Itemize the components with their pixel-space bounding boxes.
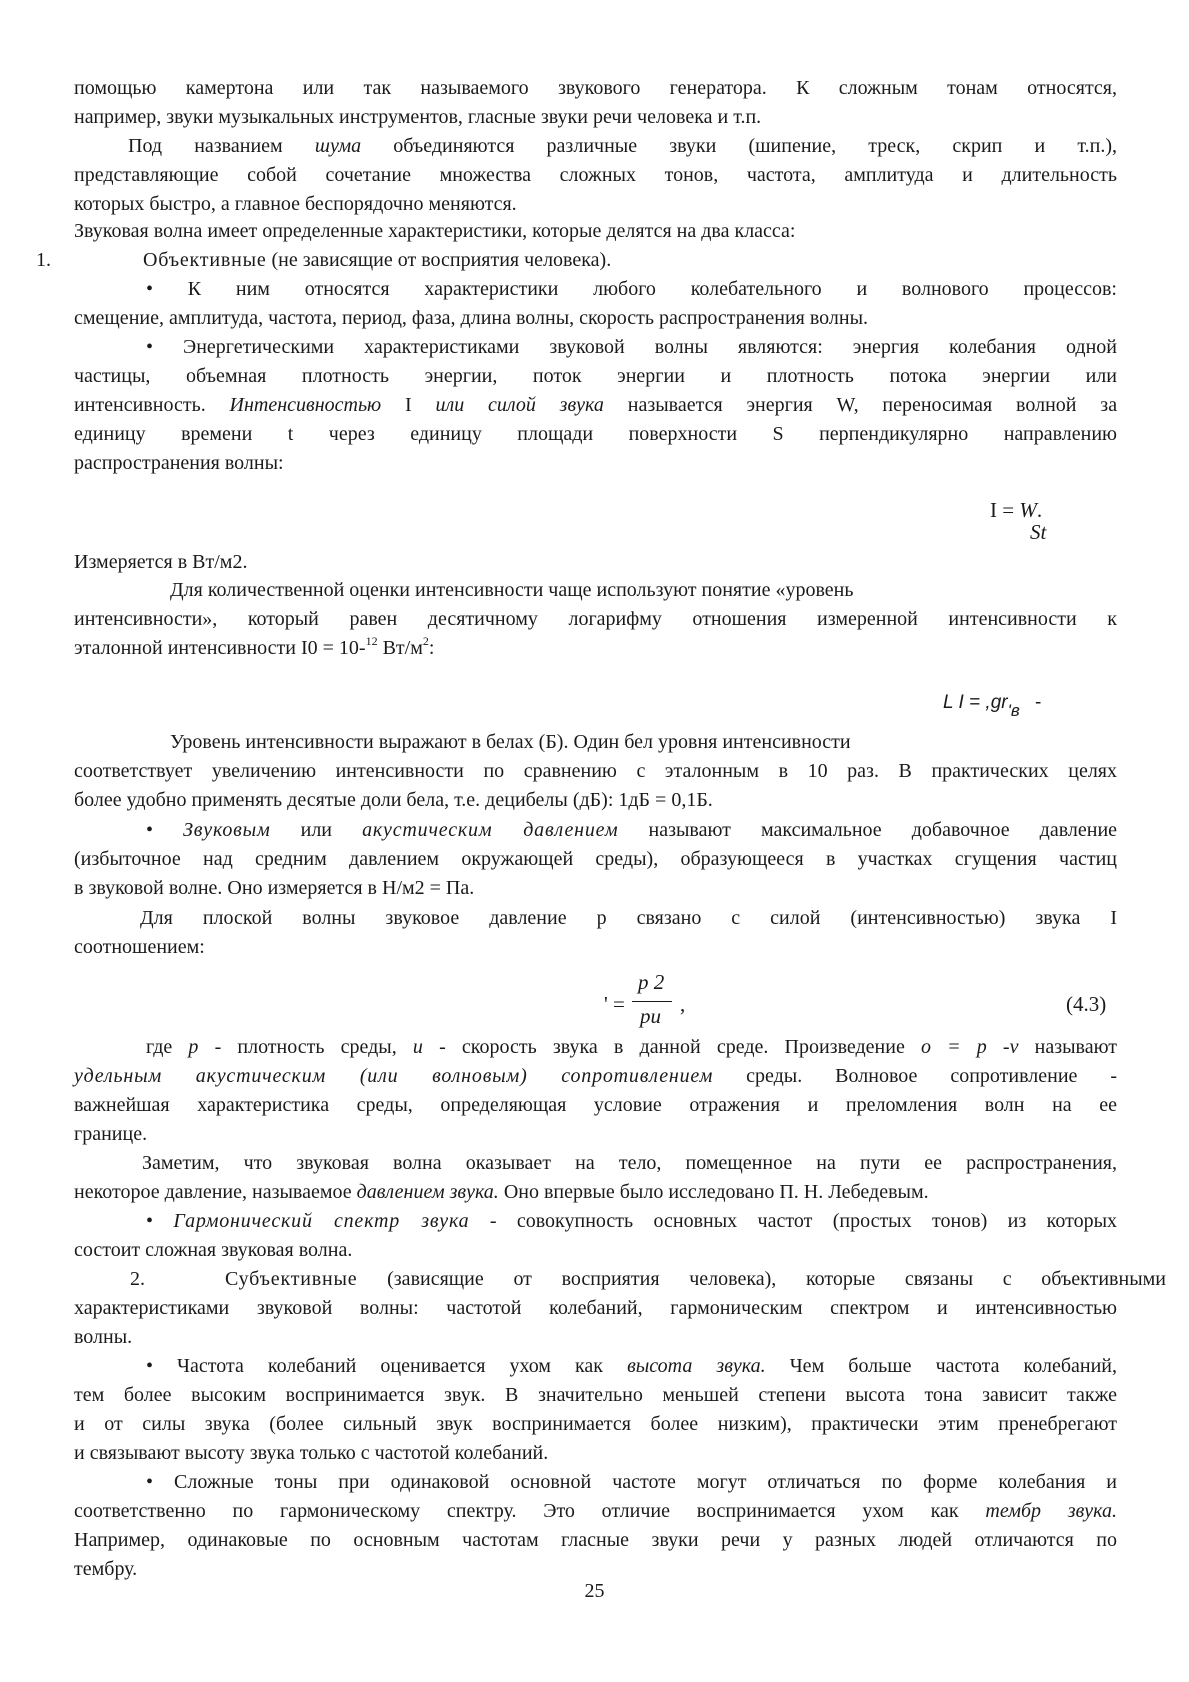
formula-intensity: I = W. (990, 498, 1043, 522)
formula-pressure-comma: , (680, 992, 686, 1016)
text-line: тембру. (74, 1558, 138, 1580)
text-line: Заметим, что звуковая волна оказывает на тело, помещенное на пути ее распространения, (142, 1152, 1117, 1174)
text-line: Например, одинаковые по основным частотам гласные звуки речи у разных людей отличаются по (74, 1529, 1117, 1551)
formula-level: L $I = ,gr_{'в}$ - (943, 692, 1042, 720)
text-line: которых быстро, а главное беспорядочно меняются. (74, 193, 517, 215)
bullet-energy (74, 333, 1117, 478)
paragraph-bels (74, 728, 1117, 815)
text-line: интенсивности», который равен десятичному логарифму отношения измеренной интенсивности к (74, 608, 1117, 630)
bullet-characteristics (74, 275, 1117, 333)
paragraph-noise (74, 132, 1117, 219)
list-item-subjective-cont (74, 1294, 1117, 1352)
term-noise: шума (314, 135, 362, 157)
bullet-pressure (74, 816, 1117, 903)
text-line: тем более высоким воспринимается звук. В значительно меньшей степени высота тона зависит также (74, 1384, 1117, 1406)
list-item-objective: Объективные (не зависящие от восприятия человека). (143, 249, 612, 271)
paragraph-impedance (74, 1033, 1117, 1149)
text-line: Под названием шума объединяются различные звуки (шипение, треск, скрип и т.п.), (128, 135, 1117, 157)
text-line: эталонной интенсивности I0 = 10-$^{12}$ $Вт/м^2$: (74, 634, 435, 659)
bullet-pitch (74, 1352, 1117, 1468)
text-line: удельным акустическим (или волновым) сопротивлением среды. Волновое сопротивление - (74, 1065, 1118, 1087)
text-line: • К ним относятся характеристики любого колебательного и волнового процессов: (146, 278, 1117, 300)
text-line: • Сложные тоны при одинаковой основной частоте могут отличаться по форме колебания и (146, 1471, 1117, 1493)
text-line: • Частота колебаний оценивается ухом как высота звука. Чем больше частота колебаний, (146, 1355, 1117, 1377)
text-line: волны. (74, 1326, 133, 1348)
text-line: Звуковая волна имеет определенные характеристики, которые делятся на два класса: (74, 220, 796, 242)
text-line: распространения волны: (74, 452, 284, 474)
list-item-subjective (74, 1265, 1166, 1294)
page-number: 25 (584, 1580, 605, 1602)
text-line: • Звуковым или акустическим давлением называют максимальное добавочное давление (146, 819, 1118, 841)
text-line: соотношением: (74, 936, 205, 958)
text-line: и связывают высоту звука только с частотой колебаний. (74, 1442, 549, 1464)
text-line: 2. Субъективные (зависящие от восприятия человека), которые связаны с объективными (130, 1268, 1167, 1290)
text-line: Уровень интенсивности выражают в белах (Б). Один бел уровня интенсивности (170, 731, 851, 753)
text-line: Для количественной оценки интенсивности чаще используют понятие «уровень (170, 579, 854, 601)
text-line: соответственно по гармоническому спектру. Это отличие воспринимается ухом как тембр звука. (74, 1500, 1117, 1522)
list-number: 1. (36, 249, 51, 271)
text-line: Измеряется в Вт/м2. (74, 551, 248, 573)
paragraph-sound-pressure (74, 1149, 1117, 1207)
formula-pressure-numerator: p 2 (638, 970, 665, 994)
text-line: границе. (74, 1123, 148, 1145)
formula-pressure-lhs: ' = (604, 992, 625, 1016)
text-line: более удобно применять десятые доли бела, т.е. децибелы (дБ): 1дБ = 0,1Б. (74, 789, 713, 811)
text-line: смещение, амплитуда, частота, период, фаза, длина волны, скорость распространения волны. (74, 307, 869, 329)
text-line: например, звуки музыкальных инструментов, гласные звуки речи человека и т.п. (74, 106, 762, 128)
term-objective: Объективные (143, 249, 267, 271)
formula-intensity-denominator: St (1030, 520, 1047, 544)
paragraph-plane-wave (74, 904, 1117, 962)
equation-number: (4.3) (1066, 992, 1107, 1016)
text-line: (избыточное над средним давлением окружающей среды), образующееся в участках сгущения частиц (74, 848, 1117, 870)
bullet-spectrum (74, 1207, 1117, 1265)
text-line: • Энергетическими характеристиками звуковой волны являются: энергия колебания одной (146, 336, 1117, 358)
text-line: частицы, объемная плотность энергии, поток энергии и плотность потока энергии или (74, 365, 1117, 387)
bullet-timbre (74, 1468, 1117, 1584)
text-line: единицу времени t через единицу площади поверхности S перпендикулярно направлению (74, 423, 1117, 445)
text-line: помощью камертона или так называемого звукового генератора. К сложным тонам относятся, (74, 77, 1117, 99)
text-line: характеристиками звуковой волны: частотой колебаний, гармоническим спектром и интенсивностью (74, 1297, 1117, 1319)
paragraph-classes (74, 217, 1117, 246)
text-line: важнейшая характеристика среды, определяющая условие отражения и преломления волн на ее (74, 1094, 1117, 1116)
text-line: некоторое давление, называемое давлением звука. Оно впервые было исследовано П. Н. Лебедевым. (74, 1181, 929, 1203)
text-line: представляющие собой сочетание множества сложных тонов, частота, амплитуда и длительность (74, 164, 1117, 186)
text-line: • Гармонический спектр звука - совокупность основных частот (простых тонов) из которых (146, 1210, 1118, 1232)
text-line: Для плоской волны звуковое давление р связано с силой (интенсивностью) звука I (140, 907, 1117, 929)
paragraph-tones (74, 74, 1117, 132)
text-line: и от силы звука (более сильный звук воспринимается более низким), практически этим пренебрегают (74, 1413, 1117, 1435)
text-line: состоит сложная звуковая волна. (74, 1239, 353, 1261)
text-line: в звуковой волне. Оно измеряется в Н/м2 = Па. (74, 877, 475, 899)
text-line: соответствует увеличению интенсивности по сравнению с эталонным в 10 раз. В практических целях (74, 760, 1117, 782)
paragraph-units (74, 548, 1117, 577)
text-line: интенсивность. Интенсивностью I или силой звука называется энергия W, переносимая волной за (74, 394, 1118, 416)
text-line: где р - плотность среды, и - скорость звука в данной среде. Произведение о = р -v называют (146, 1036, 1118, 1058)
paragraph-level (74, 576, 1117, 663)
formula-pressure-denominator: pu (640, 1004, 661, 1028)
